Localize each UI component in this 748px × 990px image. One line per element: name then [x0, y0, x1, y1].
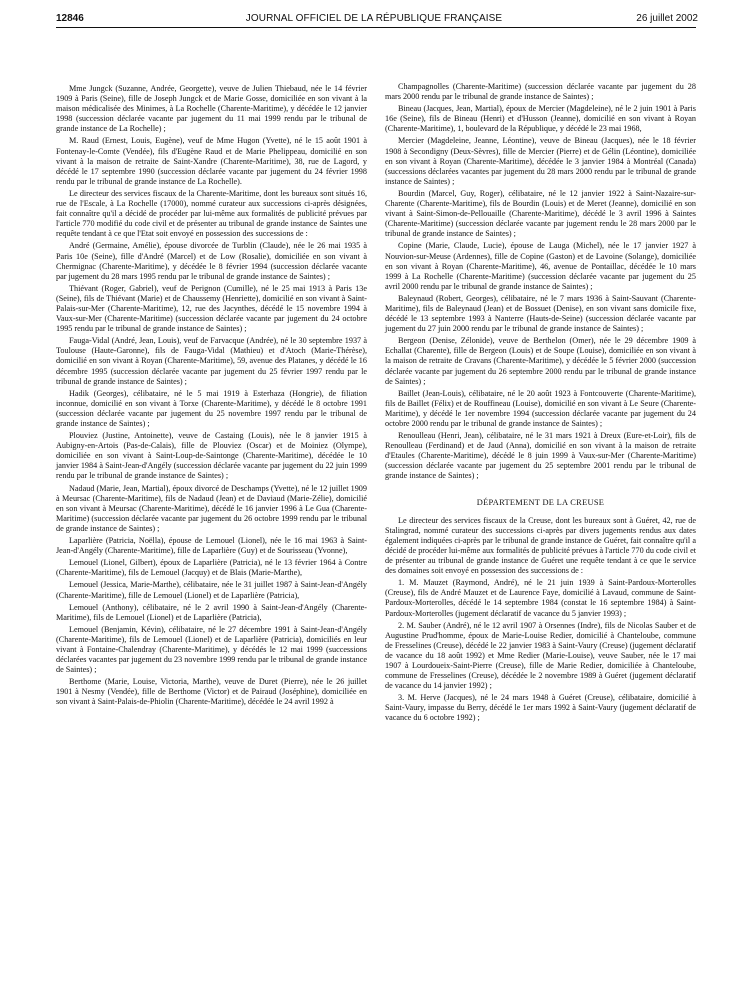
paragraph: 2. M. Sauber (André), né le 12 avril 1907 à Orsennes (Indre), fils de Nicolas Sauber et de Augustine Prud'homme, époux de Marie-Louise Redier, domicilié à Chanteloube, commune de Fresselines (Creuse), décédé le 22 janvier 1983 à Saint-Vaury (Creuse) (jugement déclaratif de vacance du 18 août 1992) et Mme Redier (Marie-Louise), veuve Sauber, née le 17 mai 1907 à Lourdoueix-Saint-Pierre (Creuse), fille de Marie Redier, domiciliée à Chanteloube, commune de Fresselines (Creuse), décédée le 2 novembre 1989 à Guéret (jugement déclaratif de vacance du 14 janvier 1992) ;	[385, 620, 696, 691]
left-column	[56, 84, 367, 710]
paragraph: Le directeur des services fiscaux de la Charente-Maritime, dont les bureaux sont situés 16, rue de l'Escale, à La Rochelle (17000), nommé curateur aux successions ci-après désignées, fait connaître qu'il a décidé de procéder par lui-même aux formalités de publicité prévues par l'article 770 modifié du code civil et de présenter au tribunal de grande instance de Saintes une requête tendant à ce que l'Etat soit envoyé en possession des successions de :	[56, 188, 367, 239]
paragraph: Bineau (Jacques, Jean, Martial), époux de Mercier (Magdeleine), né le 2 juin 1901 à Paris 16e (Seine), fils de Bineau (Henri) et d'Husson (Jeanne), domicilié en son vivant à Royan (Charente-Maritime), 1, boulevard de la République, y décédé le 23 mai 1968,	[385, 104, 696, 134]
paragraph: M. Raud (Ernest, Louis, Eugène), veuf de Mme Hugon (Yvette), né le 15 août 1901 à Fontenay-le-Comte (Vendée), fils d'Eugène Raud et de Marie Phelippeau, domicilié en son vivant à la maison de retraite de Saint-Xandre (Charente-Maritime), 38, rue de Lagord, y décédé le 17 septembre 1990 (succession déclarée vacante par jugement du 24 février 1998 rendu par le tribunal de grande instance de La Rochelle).	[56, 136, 367, 186]
right-column	[385, 82, 696, 726]
paragraph: Copine (Marie, Claude, Lucie), épouse de Lauga (Michel), née le 17 janvier 1927 à Nouvion-sur-Meuse (Ardennes), fille de Copine (Gaston) et de Lavoine (Solange), domiciliée en son vivant à Royan (Charente-Maritime), 46, avenue de Pontaillac, décédée le 10 mars 1999 à La Rochelle (Charente-Maritime) (succession déclarée vacante par jugement du 25 avril 2000 rendu par le tribunal de grande instance de Saintes) ;	[385, 241, 696, 291]
page-header	[0, 0, 748, 30]
paragraph: Baillet (Jean-Louis), célibataire, né le 20 août 1923 à Fontcouverte (Charente-Maritime), fils de Baillet (Félix) et de Rouffineau (Louise), domicilié en son vivant à Le Seure (Charente-Maritime), y décédé le 1er novembre 1994 (succession déclarée vacante par jugement du 24 octobre 2000 rendu par le tribunal de grande instance de Saintes) ;	[385, 388, 696, 428]
paragraph: Berthome (Marie, Louise, Victoria, Marthe), veuve de Duret (Pierre), née le 26 juillet 1901 à Nesmy (Vendée), fille de Berthome (Victor) et de Pairaud (Joséphine), domiciliée en son vivant à Saint-Palais-de-Phiolin (Charente-Maritime), décédée le 24 avril 1992 à	[56, 677, 367, 707]
paragraph: Mercier (Magdeleine, Jeanne, Léontine), veuve de Bineau (Jacques), née le 18 février 1908 à Secondigny (Deux-Sèvres), fille de Mercier (Pierre) et de Gélin (Léontine), domiciliée en son vivant à Royan (Charente-Maritime), décédée le 3 janvier 1984 à Montréal (Canada) (successions déclarées vacantes par jugement du 28 mars 2000 rendu par le tribunal de grande instance de Saintes) ;	[385, 136, 696, 186]
paragraph: Renoulleau (Henri, Jean), célibataire, né le 31 mars 1921 à Dreux (Eure-et-Loir), fils de Renoulleau (Ferdinand) et de Jaud (Anna), domicilié en son vivant à la maison de retraite d'Etaules (Charente-Maritime), décédé le 8 juin 1999 à Vaux-sur-Mer (Charente-Maritime) (succession déclarée vacante par jugement du 25 septembre 2001 rendu par le tribunal de grande instance de Saintes) ;	[385, 431, 696, 481]
paragraph: Bourdin (Marcel, Guy, Roger), célibataire, né le 12 janvier 1922 à Saint-Nazaire-sur-Charente (Charente-Maritime), fils de Bourdin (Louis) et de Meret (Jeanne), domicilié en son vivant à Saint-Simon-de-Pellouaille (Charente-Maritime), décédé le 3 avril 1996 à Saintes (Charente-Maritime) (succession déclarée vacante par jugement rendu le 28 mars 2000 par le tribunal de grande instance de Saintes) ;	[385, 188, 696, 239]
paragraph: Lemouel (Jessica, Marie-Marthe), célibataire, née le 31 juillet 1987 à Saint-Jean-d'Angély (Charente-Maritime), fille de Lemouel (Lionel) et de Laparlière (Patricia),	[56, 580, 367, 600]
paragraph: Laparlière (Patricia, Noëlla), épouse de Lemouel (Lionel), née le 16 mai 1963 à Saint-Jean-d'Angély (Charente-Maritime), fille de Laparlière (Guy) et de Sourisseau (Yvonne),	[56, 536, 367, 556]
paragraph: Champagnolles (Charente-Maritime) (succession déclarée vacante par jugement du 28 mars 2000 rendu par le tribunal de grande instance de Saintes) ;	[385, 82, 696, 102]
section-heading: DÉPARTEMENT DE LA CREUSE	[476, 497, 605, 507]
header-rule	[56, 27, 696, 28]
paragraph: Plouviez (Justine, Antoinette), veuve de Castaing (Louis), née le 8 janvier 1915 à Aubigny-en-Artois (Pas-de-Calais), fille de Plouviez (Oscar) et de Moiniez (Olympe), domiciliée en son vivant à Saint-Loup-de-Saintonge (Charente-Maritime), décédée le 10 janvier 1984 à Saint-Jean-d'Angély (succession déclarée vacante par jugement du 22 juin 1999 rendu par le tribunal de grande instance de Saintes) ;	[56, 431, 367, 481]
paragraph: Hadik (Georges), célibataire, né le 5 mai 1919 à Esterhaza (Hongrie), de filiation inconnue, domicilié en son vivant à Torxe (Charente-Maritime), y décédé le 8 octobre 1991 (succession déclarée vacante par jugement du 25 novembre 1997 rendu par le tribunal de grande instance de Saintes) ;	[56, 388, 367, 428]
paragraph: 3. M. Herve (Jacques), né le 24 mars 1948 à Guéret (Creuse), célibataire, domicilié à Saint-Vaury, impasse du Berry, décédé le 1er mars 1992 à Saint-Vaury (jugement déclaratif de vacance du 6 octobre 1992) ;	[385, 693, 696, 723]
paragraph: Thiévant (Roger, Gabriel), veuf de Perignon (Cumille), né le 25 mai 1913 à Paris 13e (Seine), fils de Thiévant (Marie) et de Chaussemy (Henriette), domicilié en son vivant à Saint-Palais-sur-Mer (Charente-Maritime), 12, rue des Jacynthes, décédé le 15 novembre 1994 à Vaux-sur-Mer (Charente-Maritime) (succession déclarée vacante par jugement du 24 octobre 1995 rendu par le tribunal de grande instance de Saintes) ;	[56, 283, 367, 334]
publication-date: 26 juillet 2002	[636, 13, 698, 24]
paragraph: Bergeon (Denise, Zélonide), veuve de Berthelon (Omer), née le 29 décembre 1909 à Echallat (Charente), fille de Bergeon (Louis) et de Soupe (Louise), domiciliée en son vivant à la maison de retraite de Cravans (Charente-Maritime), y décédée le 5 février 2000 (succession déclarée vacante par jugement du 26 septembre 2000 rendu par le tribunal de grande instance de Saintes) ;	[385, 336, 696, 386]
journal-title: JOURNAL OFFICIEL DE LA RÉPUBLIQUE FRANÇAISE	[245, 13, 503, 24]
paragraph: Fauga-Vidal (André, Jean, Louis), veuf de Farvacque (Andrée), né le 30 septembre 1937 à Toulouse (Haute-Garonne), fils de Fauga-Vidal (Mathieu) et d'Atoch (Marie-Thérèse), domicilié en son vivant à Royan (Charente-Maritime), 59, avenue des Platanes, y décédé le 16 décembre 1995 (succession déclarée vacante par jugement du 25 février 1997 rendu par le tribunal de grande instance de Saintes) ;	[56, 336, 367, 386]
paragraph: André (Germaine, Amélie), épouse divorcée de Turblin (Claude), née le 26 mai 1935 à Paris 10e (Seine), fille d'André (Marcel) et de Low (Rosalie), domiciliée en son vivant à Chermignac (Charente-Maritime), y décédée le 8 février 1994 (succession déclarée vacante par jugement du 28 mars 1995 rendu par le tribunal de grande instance de Saintes) ;	[56, 241, 367, 281]
paragraph: Lemouel (Benjamin, Kévin), célibataire, né le 27 décembre 1991 à Saint-Jean-d'Angély (Charente-Maritime), fils de Lemouel (Lionel) et de Laparlière (Patricia), domiciliés en leur vivant à Fontaine-Chalendray (Charente-Maritime), y décédés le 12 mai 1999 (successions déclarées vacantes par jugement du 23 novembre 1999 rendu par le tribunal de grande instance de Saintes) ;	[56, 624, 368, 675]
paragraph: Baleynaud (Robert, Georges), célibataire, né le 7 mars 1936 à Saint-Sauvant (Charente-Maritime), fils de Baleynaud (Jean) et de Bossuet (Denise), en son vivant sans domicile fixe, décédé le 13 septembre 1993 à Nanterre (Hauts-de-Seine) (succession déclarée vacante par jugement du 27 juin 2000 rendu par le tribunal de grande instance de Saintes) ;	[385, 293, 696, 334]
paragraph: Lemouel (Lionel, Gilbert), époux de Laparlière (Patricia), né le 13 février 1964 à Contre (Charente-Maritime), fils de Lemouel (Jacquy) et de Blais (Marie-Marthe),	[56, 558, 367, 578]
page-number: 12846	[56, 13, 84, 24]
paragraph: Le directeur des services fiscaux de la Creuse, dont les bureaux sont à Guéret, 42, rue de Stalingrad, nommé curateur des successions ci-après par divers jugements rendus aux dates également indiquées ci-après par le tribunal de grande instance de Guéret, fait connaître qu'il a décidé de procéder lui-même aux formalités de publicité prévues à l'article 770 du code civil et de présenter au tribunal de grande instance de Guéret une requête tendant à ce que le service des domaines soit envoyé en possession des successions de :	[385, 515, 696, 576]
paragraph: Lemouel (Anthony), célibataire, né le 2 avril 1990 à Saint-Jean-d'Angély (Charente-Maritime), fils de Lemouel (Lionel) et de Laparlière (Patricia),	[56, 602, 367, 622]
paragraph: 1. M. Mauzet (Raymond, André), né le 21 juin 1939 à Saint-Pardoux-Morterolles (Creuse), fils de André Mauzet et de Laurence Faye, domicilié à Lavaud, commune de Saint-Pardoux-Morterolles, décédé le 14 septembre 1984 (constat le 16 septembre 1984) à Saint-Pardoux-Morterolles (jugement déclaratif de vacance du 5 janvier 1993) ;	[385, 578, 696, 618]
paragraph: Nadaud (Marie, Jean, Martial), époux divorcé de Deschamps (Yvette), né le 12 juillet 1909 à Meursac (Charente-Maritime), fils de Nadaud (Jean) et de Daviaud (Marie-Zélie), domicilié en son vivant à Meursac (Charente-Maritime), décédé le 16 janvier 1996 à Le Gua (Charente-Maritime) (succession déclarée vacante par jugement du 26 octobre 1999 rendu par le tribunal de grande instance de Saintes) ;	[56, 483, 367, 533]
paragraph: Mme Jungck (Suzanne, Andrée, Georgette), veuve de Julien Thiebaud, née le 14 février 1909 à Paris (Seine), fille de Joseph Jungck et de Marie Gosse, domiciliée en son vivant à la maison médicalisée des Minimes, à La Rochelle (Charente-Maritime), y décédée le 12 janvier 1998 (succession déclarée vacante par jugement du 11 mai 1999 rendu par le tribunal de grande instance de La Rochelle) ;	[56, 84, 367, 134]
